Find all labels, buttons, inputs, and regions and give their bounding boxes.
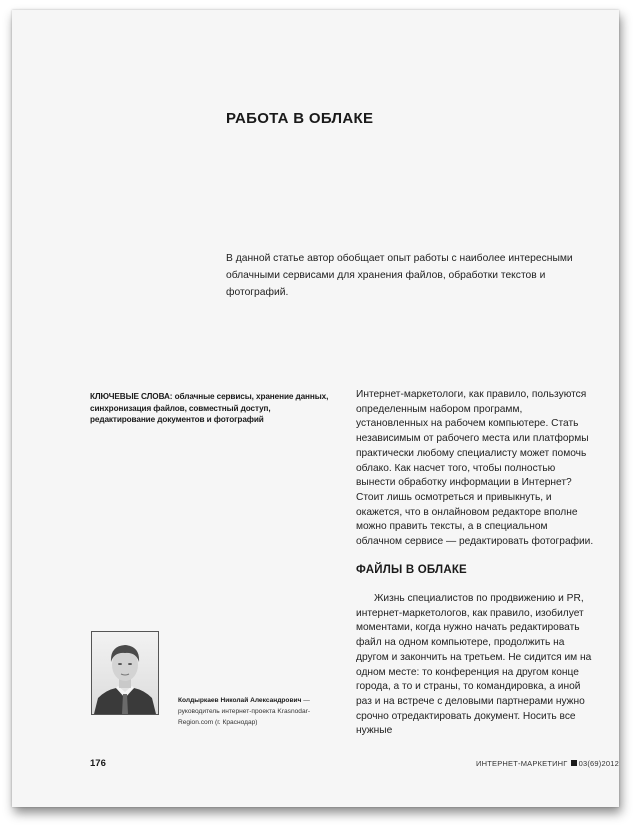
journal-name: ИНТЕРНЕТ-МАРКЕТИНГ xyxy=(476,759,568,768)
page-sheet xyxy=(12,10,619,807)
journal-footer xyxy=(476,759,619,768)
section-body xyxy=(356,592,596,739)
author-name: Колдыркаев Николай Александрович xyxy=(178,697,302,704)
page-number: 176 xyxy=(90,758,106,769)
intro-text: Интернет-маркетологи, как правило, пользуются определенным набором программ, установленных на рабочем компьютере. Стать независимым от рабочего места или платформы практически любому специалисту может помочь облако. Как насчет того, чтобы полностью вынести обработку информации в Интернет? Стоит лишь осмотреться и привыкнуть, и окажется, что в онлайновом редакторе вполне можно править тексты, а в специальном облачном сервисе — редактировать фотографии. xyxy=(356,389,594,548)
author-photo xyxy=(91,631,159,715)
square-separator-icon xyxy=(571,760,577,766)
issue-number: 03(69)2012 xyxy=(578,759,619,768)
article-title: РАБОТА В ОБЛАКЕ xyxy=(226,110,374,127)
keywords-block: КЛЮЧЕВЫЕ СЛОВА: облачные сервисы, хранение данных, синхронизация файлов, совместный доступ, редактирование документов и фотографий xyxy=(90,392,329,425)
intro-paragraph xyxy=(356,388,596,550)
section-text: Жизнь специалистов по продвижению и PR, интернет-маркетологов, как правило, изобилует моментами, когда нужно начать редактировать файл на одном компьютере, продолжить на другом и закончить на третьем. Не сидится им на одном месте: то конференция на другом конце города, а то и страны, то командировка, а иной раз и на встрече с деловыми партнерами нужно срочно отредактировать документ. Носить все нужные xyxy=(356,593,592,737)
author-caption xyxy=(178,695,338,728)
author-role: — руководитель интернет-проекта Krasnodar-Region.com (г. Краснодар) xyxy=(178,697,311,726)
portrait-photo-icon xyxy=(92,632,158,714)
article-abstract: В данной статье автор обобщает опыт работы с наиболее интересными облачными сервисами для хранения файлов, обработки текстов и фотографий. xyxy=(226,253,573,298)
section-heading: ФАЙЛЫ В ОБЛАКЕ xyxy=(356,564,467,576)
